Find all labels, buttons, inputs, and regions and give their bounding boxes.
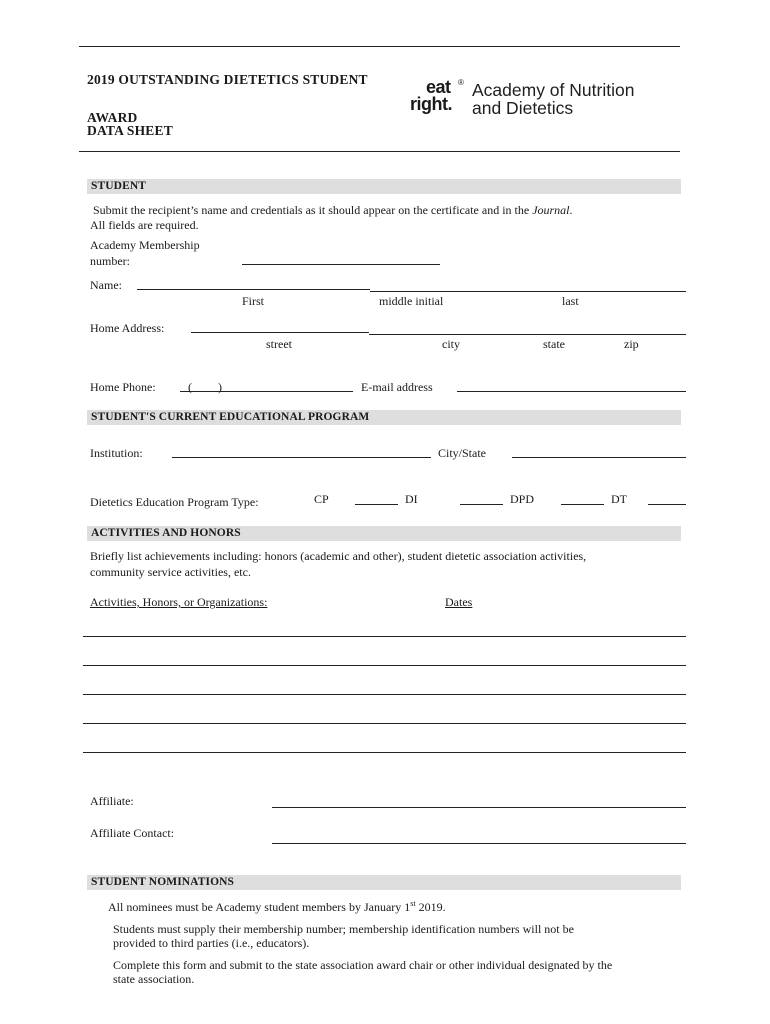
name-label: Name: [90, 278, 122, 292]
name-first-field[interactable] [137, 289, 370, 290]
address-state-caption: state [543, 337, 565, 351]
nominations-line-1 [108, 900, 446, 914]
section-student-title: STUDENT [91, 180, 147, 192]
program-type-dpd: DPD [510, 492, 535, 506]
logo-org-line-1: Academy of Nutrition [472, 80, 635, 100]
activity-line-4[interactable] [83, 723, 686, 724]
phone-paren-close: ) [218, 380, 222, 394]
section-nominations-title: STUDENT NOMINATIONS [91, 876, 235, 888]
name-middle-caption: middle initial [379, 294, 444, 308]
program-type-cp: CP [314, 492, 329, 506]
activity-line-5[interactable] [83, 752, 686, 753]
city-state-field[interactable] [512, 457, 686, 458]
name-last-caption: last [562, 294, 579, 308]
dates-column-header: Dates [445, 595, 473, 609]
activities-column-header: Activities, Honors, or Organizations: [90, 595, 268, 609]
header-bottom-rule [79, 151, 680, 152]
program-type-dt: DT [611, 492, 627, 506]
logo-eat-text: eat [426, 77, 451, 97]
activities-description-line-2: community service activities, etc. [90, 565, 251, 579]
nominations-line-3a: Complete this form and submit to the state association award chair or other individual designated by the [113, 958, 613, 972]
city-state-label: City/State [438, 446, 486, 460]
activity-line-1[interactable] [83, 636, 686, 637]
membership-label-line-1: Academy Membership [90, 238, 200, 252]
membership-label-line-2: number: [90, 254, 130, 268]
name-middle-last-field[interactable] [370, 291, 686, 292]
section-student-header [87, 179, 681, 194]
required-note: All fields are required. [90, 218, 199, 232]
instructions-text: Submit the recipient’s name and credentials as it should appear on the certificate and in the [93, 203, 533, 217]
nominations-line-2a: Students must supply their membership number; membership identification numbers will not be [113, 922, 574, 936]
nominations-line-1-sup: st [410, 899, 416, 908]
nominations-line-2b: provided to third parties (i.e., educators). [113, 936, 310, 950]
logo-org-line-2: and Dietetics [472, 98, 574, 118]
logo-registered-mark: ® [458, 78, 464, 87]
form-title-line-3: DATA SHEET [87, 123, 173, 138]
name-first-caption: First [242, 294, 265, 308]
email-label: E-mail address [361, 380, 433, 394]
affiliate-contact-label: Affiliate Contact: [90, 826, 175, 840]
home-phone-field[interactable] [180, 391, 353, 392]
top-rule [79, 46, 680, 47]
institution-label: Institution: [90, 446, 143, 460]
affiliate-contact-field[interactable] [272, 843, 686, 844]
program-type-di: DI [405, 492, 418, 506]
phone-paren-open: ( [188, 380, 192, 394]
nominations-line-3b: state association. [113, 972, 195, 986]
activity-line-2[interactable] [83, 665, 686, 666]
logo-right-text: right. [410, 94, 452, 114]
email-field[interactable] [457, 391, 686, 392]
activities-description-line-1: Briefly list achievements including: honors (academic and other), student dietetic association activities, [90, 549, 587, 563]
home-phone-label: Home Phone: [90, 380, 156, 394]
program-type-cp-field[interactable] [355, 504, 398, 505]
nominations-line-1-text: All nominees must be Academy student members by January 1 [108, 900, 411, 914]
address-zip-caption: zip [624, 337, 639, 351]
program-type-dt-field[interactable] [648, 504, 686, 505]
home-address-label: Home Address: [90, 321, 165, 335]
academy-logo [410, 77, 640, 120]
section-nominations-header [87, 875, 681, 890]
section-program-header [87, 410, 681, 425]
journal-italic: Journal [532, 203, 570, 217]
address-street-field[interactable] [191, 332, 369, 333]
affiliate-label: Affiliate: [90, 794, 134, 808]
program-type-dpd-field[interactable] [561, 504, 604, 505]
institution-field[interactable] [172, 457, 431, 458]
affiliate-field[interactable] [272, 807, 686, 808]
address-street-caption: street [266, 337, 292, 351]
student-instructions [93, 203, 573, 217]
program-type-label: Dietetics Education Program Type: [90, 495, 259, 509]
section-activities-title: ACTIVITIES AND HONORS [91, 527, 241, 539]
section-program-title: STUDENT'S CURRENT EDUCATIONAL PROGRAM [91, 411, 370, 423]
membership-number-field[interactable] [242, 264, 440, 265]
address-city-state-zip-field[interactable] [369, 334, 686, 335]
section-activities-header [87, 526, 681, 541]
nominations-line-1-end: 2019. [415, 900, 446, 914]
program-type-di-field[interactable] [460, 504, 503, 505]
instructions-period: . [569, 203, 573, 217]
form-title-line-1: 2019 OUTSTANDING DIETETICS STUDENT [87, 72, 368, 87]
activity-line-3[interactable] [83, 694, 686, 695]
address-city-caption: city [442, 337, 460, 351]
form-title-line-2: AWARD [87, 110, 138, 125]
